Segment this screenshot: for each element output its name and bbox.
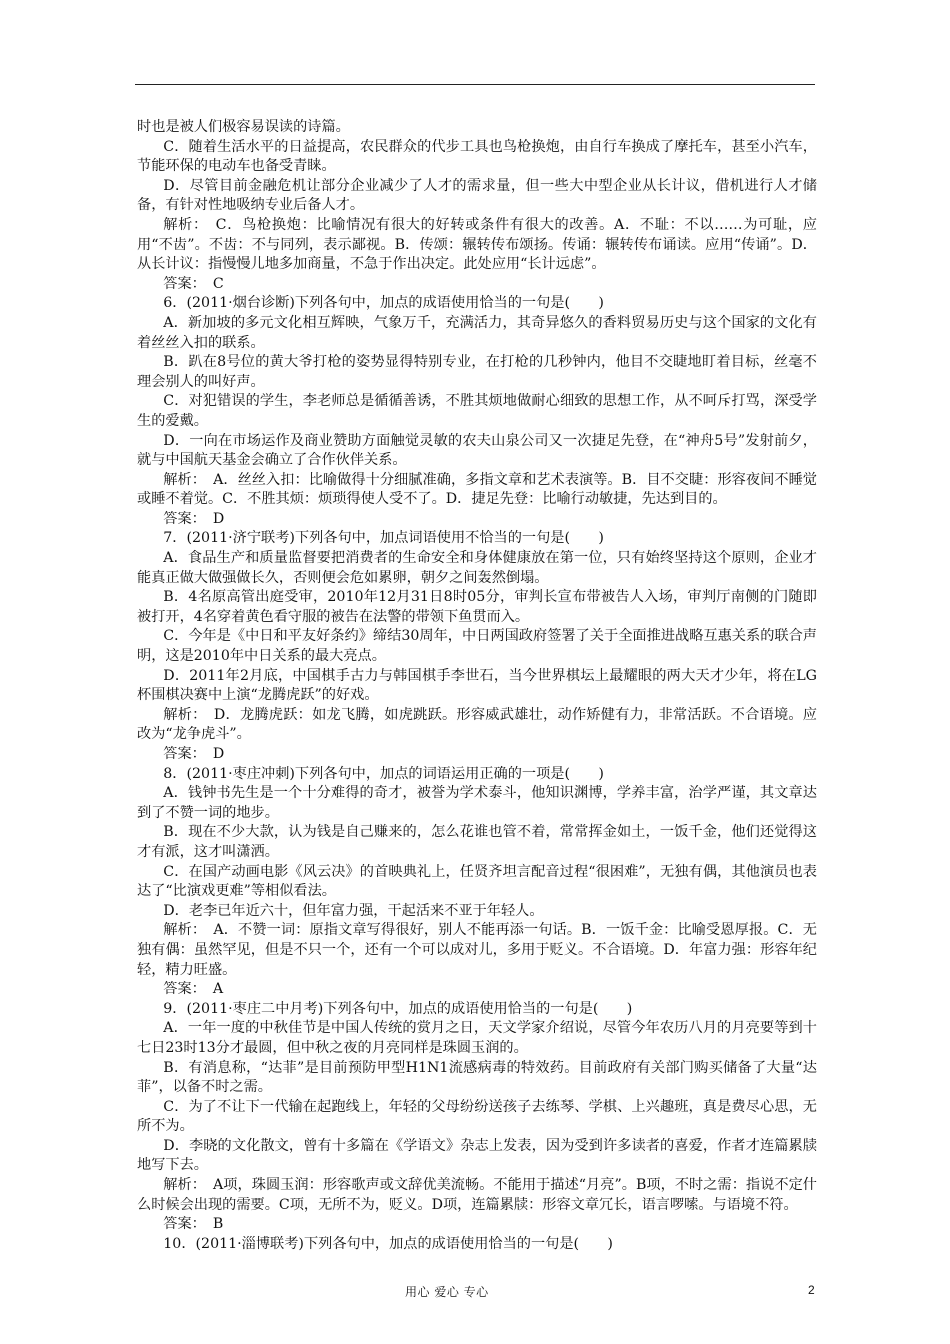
paragraph: A．一年一度的中秋佳节是中国人传统的赏月之日，天文学家介绍说，尽管今年农历八月的月亮要等到十七日23时13分才最圆，但中秋之夜的月亮同样是珠圆玉润的。 bbox=[137, 1020, 817, 1056]
paragraph: A．新加坡的多元文化相互辉映，气象万千，充满活力，其奇异悠久的香料贸易历史与这个国家的文化有着丝丝入扣的联系。 bbox=[137, 314, 817, 351]
paragraph: 解析： A项，珠圆玉润：形容歌声或文辞优美流畅。不能用于描述“月亮”。B项，不时之需：指说不定什么时候会出现的需要。C项，无所不为，贬义。D项，连篇累牍：形容文章冗长，语言啰嗦。与语境不符。 bbox=[137, 1177, 817, 1213]
page-number: 2 bbox=[808, 1283, 815, 1297]
paragraph: C．为了不让下一代输在起跑线上，年轻的父母纷纷送孩子去练琴、学棋、上兴趣班，真是费尽心思，无所不为。 bbox=[137, 1098, 817, 1135]
paragraph: C．在国产动画电影《风云决》的首映典礼上，任贤齐坦言配音过程“很困难”，无独有偶，其他演员也表达了“比演戏更难”等相似看法。 bbox=[137, 863, 817, 900]
paragraph: A．食品生产和质量监督要把消费者的生命安全和身体健康放在第一位，只有始终坚持这个原则，企业才能真正做大做强做长久，否则便会危如累卵，朝夕之间轰然倒塌。 bbox=[137, 550, 817, 586]
paragraph: D．一向在市场运作及商业赞助方面触觉灵敏的农夫山泉公司又一次捷足先登，在“神舟5号”发射前夕，就与中国航天基金会确立了合作伙伴关系。 bbox=[137, 432, 817, 469]
paragraph: 答案： C bbox=[163, 275, 224, 292]
paragraph: 解析： D．龙腾虎跃：如龙飞腾，如虎跳跃。形容威武雄壮，动作矫健有力，非常活跃。不合语境。应改为“龙争虎斗”。 bbox=[137, 706, 817, 743]
paragraph: 8．(2011·枣庄冲刺)下列各句中，加点的词语运用正确的一项是( ) bbox=[163, 765, 604, 782]
paragraph: D．老李已年近六十，但年富力强，干起活来不亚于年轻人。 bbox=[163, 902, 544, 919]
paragraph: D．李晓的文化散文，曾有十多篇在《学语文》杂志上发表，因为受到许多读者的喜爱，作者才连篇累牍地写下去。 bbox=[137, 1137, 817, 1174]
paragraph: B．4名原高管出庭受审，2010年12月31日8时05分，审判长宣布带被告人入场，审判厅南侧的门随即被打开，4名穿着黄色看守服的被告在法警的带领下鱼贯而入。 bbox=[137, 589, 817, 625]
paragraph: C．对犯错误的学生，李老师总是循循善诱，不胜其烦地做耐心细致的思想工作，从不呵斥打骂，深受学生的爱戴。 bbox=[137, 393, 817, 429]
document-body bbox=[137, 118, 817, 1254]
paragraph: A．钱钟书先生是一个十分难得的奇才，被誉为学术泰斗，他知识渊博，学养丰富，治学严谨，其文章达到了不赞一词的地步。 bbox=[137, 785, 817, 821]
paragraph: 答案： B bbox=[163, 1216, 224, 1233]
paragraph: 7．(2011·济宁联考)下列各句中，加点词语使用不恰当的一句是( ) bbox=[163, 530, 604, 547]
paragraph: 解析： C．鸟枪换炮：比喻情况有很大的好转或条件有很大的改善。A．不耻：不以……为可耻，应用“不齿”。不齿：不与同列，表示鄙视。B．传颂：辗转传布颂扬。传诵：辗转传布诵读。应用“传诵”。D．从长计议：指慢慢儿地多加商量，不急于作出决定。此处应用“长计远虑”。 bbox=[137, 216, 817, 273]
paragraph: 9．(2011·枣庄二中月考)下列各句中，加点的成语使用恰当的一句是( ) bbox=[163, 1000, 633, 1017]
paragraph: 答案： A bbox=[163, 981, 224, 998]
paragraph: C．随着生活水平的日益提高，农民群众的代步工具也鸟枪换炮，由自行车换成了摩托车，甚至小汽车，节能环保的电动车也备受青睐。 bbox=[137, 138, 817, 175]
paragraph: C．今年是《中日和平友好条约》缔结30周年，中日两国政府签署了关于全面推进战略互惠关系的联合声明，这是2010年中日关系的最大亮点。 bbox=[137, 628, 817, 665]
paragraph: B．现在不少大款，认为钱是自己赚来的，怎么花谁也管不着，常常挥金如土，一饭千金，他们还觉得这才有派，这才叫潇洒。 bbox=[137, 824, 817, 860]
paragraph: 答案： D bbox=[163, 510, 225, 527]
header-rule bbox=[135, 84, 815, 85]
paragraph: B．有消息称，“达菲”是目前预防甲型H1N1流感病毒的特效药。目前政府有关部门购买储备了大量“达菲”，以备不时之需。 bbox=[137, 1059, 817, 1096]
paragraph: B．趴在8号位的黄大爷打枪的姿势显得特别专业，在打枪的几秒钟内，他目不交睫地盯着目标，丝毫不理会别人的叫好声。 bbox=[137, 354, 817, 390]
paragraph: D．尽管目前金融危机让部分企业减少了人才的需求量，但一些大中型企业从长计议，借机进行人才储备，有针对性地吸纳专业后备人才。 bbox=[137, 177, 817, 214]
paragraph: 解析： A．丝丝入扣：比喻做得十分细腻准确，多指文章和艺术表演等。B．目不交睫：形容夜间不睡觉或睡不着觉。C．不胜其烦：烦琐得使人受不了。D．捷足先登：比喻行动敏捷，先达到目的。 bbox=[137, 471, 817, 508]
paragraph: 解析： A．不赞一词：原指文章写得很好，别人不能再添一句话。B．一饭千金：比喻受恩厚报。C．无独有偶：虽然罕见，但是不只一个，还有一个可以成对儿，多用于贬义。不合语境。D．年富力强：形容年纪轻，精力旺盛。 bbox=[137, 922, 817, 978]
paragraph: 10．(2011·淄博联考)下列各句中，加点的成语使用恰当的一句是( ) bbox=[163, 1235, 613, 1252]
footer-motto: 用心 爱心 专心 bbox=[405, 1285, 489, 1299]
paragraph: 答案： D bbox=[163, 746, 225, 762]
paragraph: D．2011年2月底，中国棋手古力与韩国棋手李世石，当今世界棋坛上最耀眼的两大天才少年，将在LG杯围棋决赛中上演“龙腾虎跃”的好戏。 bbox=[137, 667, 817, 704]
paragraph: 时也是被人们极容易误读的诗篇。 bbox=[137, 119, 350, 135]
paragraph: 6．(2011·烟台诊断)下列各句中，加点的成语使用恰当的一句是( ) bbox=[163, 295, 604, 312]
